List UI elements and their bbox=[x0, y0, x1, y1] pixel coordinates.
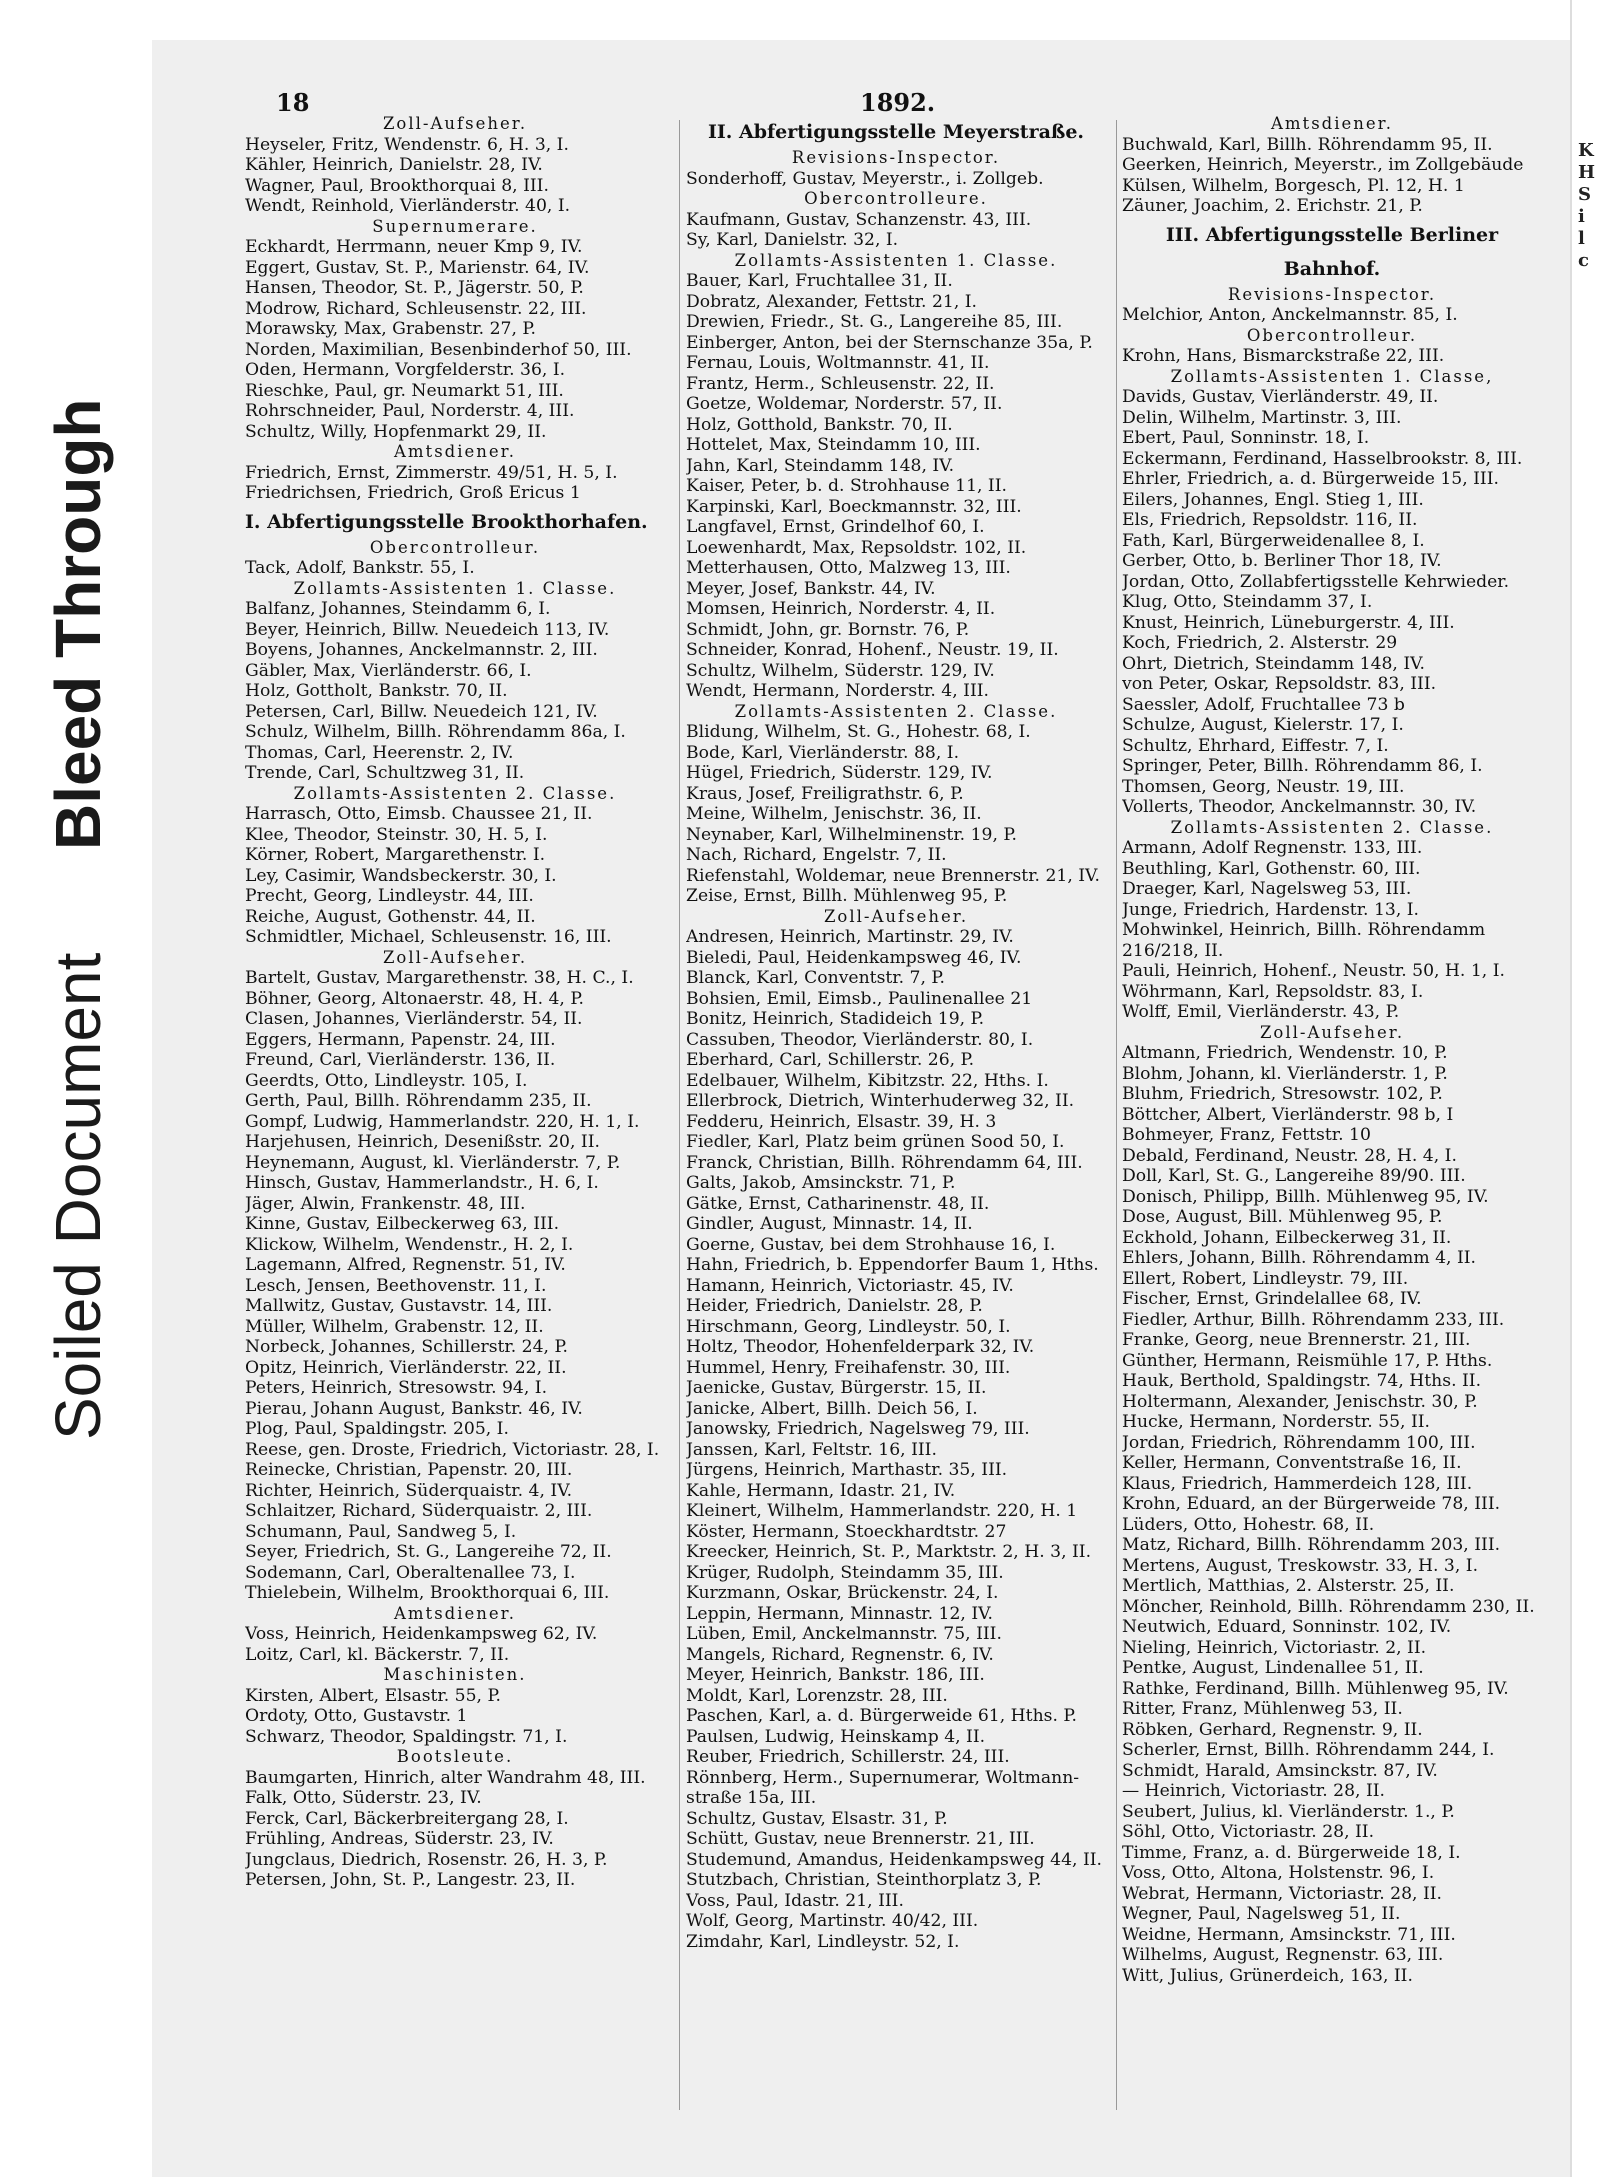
directory-entry: Lagemann, Alfred, Regnenstr. 51, IV. bbox=[245, 1255, 566, 1275]
directory-entry: Ebert, Paul, Sonninstr. 18, I. bbox=[1122, 428, 1370, 448]
directory-entry: Fedderu, Heinrich, Elsastr. 39, H. 3 bbox=[686, 1111, 997, 1132]
column-3 bbox=[1122, 114, 1542, 2134]
directory-entry: Jäger, Alwin, Frankenstr. 48, III. bbox=[245, 1193, 526, 1214]
directory-entry: Franke, Georg, neue Brennerstr. 21, III. bbox=[1122, 1330, 1471, 1350]
directory-entry: Zimdahr, Karl, Lindleystr. 52, I. bbox=[686, 1931, 960, 1952]
directory-entry: Krohn, Hans, Bismarckstraße 22, III. bbox=[1122, 346, 1445, 366]
directory-entry: Delin, Wilhelm, Martinstr. 3, III. bbox=[1122, 407, 1402, 428]
directory-entry: Klug, Otto, Steindamm 37, I. bbox=[1122, 592, 1373, 612]
directory-entry: Thielebein, Wilhelm, Brookthorquai 6, III. bbox=[245, 1583, 610, 1603]
directory-entry: Jordan, Friedrich, Röhrendamm 100, III. bbox=[1122, 1432, 1476, 1453]
directory-entry: Karpinski, Karl, Boeckmannstr. 32, III. bbox=[686, 496, 1022, 517]
directory-entry: Böhner, Georg, Altonaerstr. 48, H. 4, P. bbox=[245, 988, 584, 1009]
directory-entry: Drewien, Friedr., St. G., Langereihe 85, III. bbox=[686, 312, 1063, 332]
directory-entry: Petersen, Carl, Billw. Neuedeich 121, IV. bbox=[245, 701, 598, 722]
directory-entry: Janssen, Karl, Feltstr. 16, III. bbox=[686, 1439, 937, 1460]
section-subheading: Amtsdiener. bbox=[394, 442, 516, 461]
directory-entry: Schmidtler, Michael, Schleusenstr. 16, III. bbox=[245, 927, 612, 947]
section-subheading: Obercontrolleur. bbox=[369, 537, 541, 557]
directory-entry: Hansen, Theodor, St. P., Jägerstr. 50, P. bbox=[245, 278, 584, 298]
directory-entry: Gompf, Ludwig, Hammerlandstr. 220, H. 1, I. bbox=[245, 1111, 640, 1132]
directory-entry: Bonitz, Heinrich, Stadideich 19, P. bbox=[686, 1009, 985, 1029]
directory-entry: Schumann, Paul, Sandweg 5, I. bbox=[245, 1521, 517, 1542]
directory-entry: Hottelet, Max, Steindamm 10, III. bbox=[686, 435, 981, 455]
directory-entry: Wolf, Georg, Martinstr. 40/42, III. bbox=[686, 1911, 979, 1931]
directory-entry: Eilers, Johannes, Engl. Stieg 1, III. bbox=[1122, 489, 1424, 510]
directory-entry: Balfanz, Johannes, Steindamm 6, I. bbox=[245, 599, 551, 619]
directory-entry: Oden, Hermann, Vorgfelderstr. 36, I. bbox=[245, 360, 566, 380]
page-year: 1892. bbox=[860, 88, 936, 117]
directory-entry: Lüben, Emil, Anckelmannstr. 75, III. bbox=[686, 1624, 1002, 1644]
section-heading: II. Abfertigungsstelle Meyerstraße. bbox=[707, 121, 1085, 143]
left-margin bbox=[0, 0, 152, 2177]
section-subheading: Revisions-Inspector. bbox=[791, 148, 1001, 167]
section-subheading: Zollamts-Assistenten 1. Classe, bbox=[1170, 366, 1494, 386]
directory-entry: Köster, Hermann, Stoeckhardtstr. 27 bbox=[686, 1521, 1007, 1542]
directory-entry: Krohn, Eduard, an der Bürgerweide 78, III. bbox=[1122, 1494, 1501, 1514]
directory-entry: Wendt, Hermann, Norderstr. 4, III. bbox=[686, 681, 989, 701]
directory-entry: Schwarz, Theodor, Spaldingstr. 71, I. bbox=[245, 1726, 568, 1747]
directory-entry: Schulze, August, Kielerstr. 17, I. bbox=[1122, 715, 1404, 735]
directory-entry: Pierau, Johann August, Bankstr. 46, IV. bbox=[245, 1398, 583, 1419]
directory-entry: Kirsten, Albert, Elsastr. 55, P. bbox=[245, 1685, 502, 1706]
directory-entry: Sonderhoff, Gustav, Meyerstr., i. Zollgeb. bbox=[686, 168, 1044, 189]
directory-entry: Hauk, Berthold, Spaldingstr. 74, Hths. II. bbox=[1122, 1371, 1482, 1391]
directory-entry: Ley, Casimir, Wandsbeckerstr. 30, I. bbox=[245, 865, 557, 886]
directory-entry: Timme, Franz, a. d. Bürgerweide 18, I. bbox=[1122, 1842, 1461, 1863]
section-heading: Bahnhof. bbox=[1283, 257, 1381, 280]
directory-entry: Harrasch, Otto, Eimsb. Chaussee 21, II. bbox=[245, 804, 593, 824]
directory-entry: Loewenhardt, Max, Repsoldstr. 102, II. bbox=[686, 537, 1027, 558]
directory-entry: Ritter, Franz, Mühlenweg 53, II. bbox=[1122, 1699, 1403, 1719]
directory-entry: Holtermann, Alexander, Jenischstr. 30, P. bbox=[1122, 1391, 1478, 1412]
directory-entry: Langfavel, Ernst, Grindelhof 60, I. bbox=[686, 517, 985, 537]
directory-entry: Lüders, Otto, Hohestr. 68, II. bbox=[1122, 1514, 1375, 1535]
section-subheading: Bootsleute. bbox=[396, 1747, 514, 1766]
directory-entry: Studemund, Amandus, Heidenkampsweg 44, II. bbox=[686, 1849, 1103, 1870]
directory-entry: Gäbler, Max, Vierländerstr. 66, I. bbox=[245, 660, 532, 681]
directory-entry: Müller, Wilhelm, Grabenstr. 12, II. bbox=[245, 1316, 544, 1337]
directory-entry: Hummel, Henry, Freihafenstr. 30, III. bbox=[686, 1357, 1011, 1378]
directory-entry: Eckhold, Johann, Eilbeckerweg 31, II. bbox=[1122, 1227, 1452, 1248]
section-subheading: Zollamts-Assistenten 1. Classe. bbox=[734, 250, 1058, 270]
directory-entry: Dobratz, Alexander, Fettstr. 21, I. bbox=[686, 291, 978, 312]
directory-entry: Voss, Otto, Altona, Holstenstr. 96, I. bbox=[1122, 1863, 1435, 1883]
directory-entry: Moldt, Karl, Lorenzstr. 28, III. bbox=[686, 1685, 948, 1706]
directory-entry: Wagner, Paul, Brookthorquai 8, III. bbox=[245, 175, 549, 196]
directory-entry: Mohwinkel, Heinrich, Billh. Röhrendamm bbox=[1122, 920, 1486, 940]
directory-entry: Holtz, Theodor, Hohenfelderpark 32, IV. bbox=[686, 1337, 1035, 1357]
directory-entry: Holz, Gottholt, Bankstr. 70, II. bbox=[245, 681, 508, 701]
directory-entry: Edelbauer, Wilhelm, Kibitzstr. 22, Hths. I. bbox=[686, 1070, 1049, 1091]
directory-entry: Heyseler, Fritz, Wendenstr. 6, H. 3, I. bbox=[245, 134, 569, 155]
directory-entry: Schultz, Willy, Hopfenmarkt 29, II. bbox=[245, 421, 547, 442]
directory-entry: Frühling, Andreas, Süderstr. 23, IV. bbox=[245, 1829, 554, 1849]
section-subheading: Zoll-Aufseher. bbox=[1259, 1022, 1405, 1042]
directory-entry: Nach, Richard, Engelstr. 7, II. bbox=[686, 845, 947, 865]
section-heading: III. Abfertigungsstelle Berliner bbox=[1165, 223, 1499, 246]
directory-entry: Meyer, Josef, Bankstr. 44, IV. bbox=[686, 578, 936, 599]
directory-entry: Heider, Friedrich, Danielstr. 28, P. bbox=[686, 1296, 983, 1316]
directory-entry: Schultz, Wilhelm, Süderstr. 129, IV. bbox=[686, 660, 995, 681]
directory-entry: Mertens, August, Treskowstr. 33, H. 3, I. bbox=[1122, 1555, 1479, 1576]
directory-entry: Friedrichsen, Friedrich, Groß Ericus 1 bbox=[245, 483, 581, 503]
directory-entry: Riefenstahl, Woldemar, neue Brennerstr. 21, IV. bbox=[686, 865, 1100, 886]
directory-entry: Kaiser, Peter, b. d. Strohhause 11, II. bbox=[686, 476, 1007, 496]
directory-entry: Eggers, Hermann, Papenstr. 24, III. bbox=[245, 1029, 556, 1050]
directory-entry: Seyer, Friedrich, St. G., Langereihe 72, II. bbox=[245, 1542, 612, 1562]
directory-entry: Franck, Christian, Billh. Röhrendamm 64, III. bbox=[686, 1152, 1083, 1173]
directory-entry: Reiche, August, Gothenstr. 44, II. bbox=[245, 906, 536, 927]
directory-entry: Metterhausen, Otto, Malzweg 13, III. bbox=[686, 558, 1011, 578]
directory-entry: Ferck, Carl, Bäckerbreitergang 28, I. bbox=[245, 1808, 569, 1829]
directory-entry: Rieschke, Paul, gr. Neumarkt 51, III. bbox=[245, 380, 564, 401]
directory-entry: Keller, Hermann, Conventstraße 16, II. bbox=[1122, 1453, 1462, 1473]
directory-entry: Gerth, Paul, Billh. Röhrendamm 235, II. bbox=[245, 1091, 592, 1111]
directory-entry: Eberhard, Carl, Schillerstr. 26, P. bbox=[686, 1050, 975, 1070]
directory-entry: Reinecke, Christian, Papenstr. 20, III. bbox=[245, 1460, 573, 1480]
page-number: 18 bbox=[276, 88, 310, 117]
directory-entry: Loitz, Carl, kl. Bäckerstr. 7, II. bbox=[245, 1644, 510, 1665]
directory-entry: Tack, Adolf, Bankstr. 55, I. bbox=[245, 558, 475, 578]
directory-entry: Neutwich, Eduard, Sonninstr. 102, IV. bbox=[1122, 1617, 1452, 1637]
directory-entry: Kaufmann, Gustav, Schanzenstr. 43, III. bbox=[686, 209, 1032, 230]
directory-entry: Springer, Peter, Billh. Röhrendamm 86, I. bbox=[1122, 756, 1483, 776]
directory-entry: Kahle, Hermann, Idastr. 21, IV. bbox=[686, 1480, 956, 1501]
directory-entry: Reuber, Friedrich, Schillerstr. 24, III. bbox=[686, 1747, 1010, 1767]
directory-entry: Gerber, Otto, b. Berliner Thor 18, IV. bbox=[1122, 551, 1442, 571]
directory-entry: Melchior, Anton, Anckelmannstr. 85, I. bbox=[1122, 305, 1458, 325]
section-subheading: Zollamts-Assistenten 1. Classe. bbox=[293, 578, 617, 598]
directory-entry: Altmann, Friedrich, Wendenstr. 10, P. bbox=[1122, 1043, 1448, 1063]
directory-entry: Andresen, Heinrich, Martinstr. 29, IV. bbox=[686, 927, 1014, 947]
directory-entry: Norden, Maximilian, Besenbinderhof 50, III. bbox=[245, 339, 632, 360]
directory-entry: Davids, Gustav, Vierländerstr. 49, II. bbox=[1122, 387, 1439, 407]
directory-entry: Hahn, Friedrich, b. Eppendorfer Baum 1, Hths. bbox=[686, 1255, 1099, 1275]
directory-entry: Dose, August, Bill. Mühlenweg 95, P. bbox=[1122, 1207, 1443, 1227]
directory-entry: Goetze, Woldemar, Norderstr. 57, II. bbox=[686, 394, 1003, 414]
directory-entry: Meine, Wilhelm, Jenischstr. 36, II. bbox=[686, 804, 982, 824]
directory-entry: Rathke, Ferdinand, Billh. Mühlenweg 95, IV. bbox=[1122, 1678, 1509, 1699]
directory-entry: Morawsky, Max, Grabenstr. 27, P. bbox=[245, 319, 536, 339]
directory-entry: Beyer, Heinrich, Billw. Neuedeich 113, IV. bbox=[245, 619, 610, 640]
section-heading: I. Abfertigungsstelle Brookthorhafen. bbox=[245, 510, 648, 533]
directory-entry: Armann, Adolf Regnenstr. 133, III. bbox=[1122, 838, 1423, 858]
directory-entry: Nieling, Heinrich, Victoriastr. 2, II. bbox=[1122, 1637, 1427, 1658]
directory-entry: Pauli, Heinrich, Hohenf., Neustr. 50, H. 1, I. bbox=[1122, 961, 1505, 981]
directory-entry: Saessler, Adolf, Fruchtallee 73 b bbox=[1122, 694, 1405, 715]
directory-entry: Doll, Karl, St. G., Langereihe 89/90. III. bbox=[1122, 1166, 1466, 1186]
adjacent-page-glyph: l bbox=[1578, 228, 1585, 249]
stamp-line-1: Soiled Document bbox=[42, 952, 114, 1440]
directory-entry: Söhl, Otto, Victoriastr. 28, II. bbox=[1122, 1822, 1375, 1842]
directory-entry: Schulz, Wilhelm, Billh. Röhrendamm 86a, I. bbox=[245, 722, 626, 742]
directory-entry: Ohrt, Dietrich, Steindamm 148, IV. bbox=[1122, 653, 1426, 674]
directory-entry: Bohmeyer, Franz, Fettstr. 10 bbox=[1122, 1125, 1371, 1145]
directory-entry: Eckhardt, Herrmann, neuer Kmp 9, IV. bbox=[245, 237, 583, 257]
section-subheading: Maschinisten. bbox=[383, 1665, 527, 1684]
directory-entry: Reese, gen. Droste, Friedrich, Victoriastr. 28, I. bbox=[245, 1439, 660, 1460]
directory-entry: Mangels, Richard, Regnenstr. 6, IV. bbox=[686, 1644, 994, 1665]
directory-entry: Jaenicke, Gustav, Bürgerstr. 15, II. bbox=[686, 1378, 987, 1398]
directory-entry: Freund, Carl, Vierländerstr. 136, II. bbox=[245, 1050, 556, 1070]
directory-entry: Wegner, Paul, Nagelsweg 51, II. bbox=[1122, 1904, 1401, 1924]
directory-entry: Sy, Karl, Danielstr. 32, I. bbox=[686, 230, 899, 250]
directory-entry: Seubert, Julius, kl. Vierländerstr. 1., P. bbox=[1122, 1801, 1455, 1822]
directory-entry: Eggert, Gustav, St. P., Marienstr. 64, IV. bbox=[245, 257, 590, 278]
directory-entry: Paschen, Karl, a. d. Bürgerweide 61, Hths. P. bbox=[686, 1706, 1077, 1726]
directory-entry: straße 15a, III. bbox=[686, 1788, 817, 1808]
directory-entry: Plog, Paul, Spaldingstr. 205, I. bbox=[245, 1419, 509, 1439]
directory-entry: Lesch, Jensen, Beethovenstr. 11, I. bbox=[245, 1275, 547, 1296]
section-subheading: Amtsdiener. bbox=[1271, 114, 1393, 133]
directory-entry: Wöhrmann, Karl, Repsoldstr. 83, I. bbox=[1122, 981, 1424, 1002]
directory-entry: Neynaber, Karl, Wilhelminenstr. 19, P. bbox=[686, 824, 1017, 845]
directory-entry: Hirschmann, Georg, Lindleystr. 50, I. bbox=[686, 1316, 1011, 1337]
directory-entry: Kreecker, Heinrich, St. P., Marktstr. 2, H. 3, II. bbox=[686, 1542, 1092, 1562]
directory-entry: Witt, Julius, Grünerdeich, 163, II. bbox=[1122, 1965, 1413, 1986]
directory-entry: Wolff, Emil, Vierländerstr. 43, P. bbox=[1122, 1002, 1400, 1022]
directory-entry: Ehrler, Friedrich, a. d. Bürgerweide 15, III. bbox=[1122, 469, 1499, 489]
directory-entry: Wilhelms, August, Regnenstr. 63, III. bbox=[1122, 1945, 1444, 1965]
directory-entry: Frantz, Herm., Schleusenstr. 22, II. bbox=[686, 373, 995, 394]
directory-entry: Cassuben, Theodor, Vierländerstr. 80, I. bbox=[686, 1029, 1034, 1050]
directory-entry: Thomsen, Georg, Neustr. 19, III. bbox=[1122, 776, 1405, 797]
directory-entry: Blohm, Johann, kl. Vierländerstr. 1, P. bbox=[1122, 1063, 1448, 1084]
directory-entry: Jahn, Karl, Steindamm 148, IV. bbox=[686, 455, 955, 476]
directory-entry: Eckermann, Ferdinand, Hasselbrookstr. 8, III. bbox=[1122, 448, 1523, 469]
directory-entry: Fiedler, Karl, Platz beim grünen Sood 50, I. bbox=[686, 1132, 1065, 1152]
directory-entry: Schütt, Gustav, neue Brennerstr. 21, III. bbox=[686, 1829, 1035, 1849]
directory-entry: Falk, Otto, Süderstr. 23, IV. bbox=[245, 1788, 482, 1808]
directory-entry: Janicke, Albert, Billh. Deich 56, I. bbox=[686, 1398, 978, 1419]
directory-entry: Holz, Gotthold, Bankstr. 70, II. bbox=[686, 414, 953, 435]
section-subheading: Obercontrolleur. bbox=[1246, 325, 1418, 345]
directory-entry: Einberger, Anton, bei der Sternschanze 35a, P. bbox=[686, 332, 1093, 353]
section-subheading: Zoll-Aufseher. bbox=[823, 906, 969, 926]
directory-entry: Kurzmann, Oskar, Brückenstr. 24, I. bbox=[686, 1583, 999, 1603]
adjacent-page-glyph: c bbox=[1578, 250, 1589, 271]
directory-entry: Scherler, Ernst, Billh. Röhrendamm 244, I. bbox=[1122, 1740, 1495, 1760]
directory-entry: Gindler, August, Minnastr. 14, II. bbox=[686, 1214, 973, 1234]
directory-entry: Schmidt, John, gr. Bornstr. 76, P. bbox=[686, 619, 970, 640]
directory-entry: Klee, Theodor, Steinstr. 30, H. 5, I. bbox=[245, 824, 548, 845]
directory-entry: Günther, Hermann, Reismühle 17, P. Hths. bbox=[1122, 1350, 1493, 1371]
directory-entry: Voss, Paul, Idastr. 21, III. bbox=[686, 1890, 904, 1911]
directory-entry: Hinsch, Gustav, Hammerlandstr., H. 6, I. bbox=[245, 1173, 599, 1193]
section-subheading: Revisions-Inspector. bbox=[1227, 284, 1437, 304]
directory-entry: Fischer, Ernst, Grindelallee 68, IV. bbox=[1122, 1289, 1422, 1309]
directory-entry: Meyer, Heinrich, Bankstr. 186, III. bbox=[686, 1665, 985, 1685]
directory-entry: Thomas, Carl, Heerenstr. 2, IV. bbox=[245, 742, 514, 763]
directory-entry: Ellert, Robert, Lindleystr. 79, III. bbox=[1122, 1268, 1409, 1289]
section-subheading: Zoll-Aufseher. bbox=[382, 947, 528, 967]
section-subheading: Zollamts-Assistenten 2. Classe. bbox=[1170, 817, 1494, 837]
directory-entry: Leppin, Hermann, Minnastr. 12, IV. bbox=[686, 1603, 993, 1624]
directory-entry: Peters, Heinrich, Stresowstr. 94, I. bbox=[245, 1378, 548, 1398]
directory-entry: Geerken, Heinrich, Meyerstr., im Zollgebäude bbox=[1122, 155, 1524, 175]
directory-entry: Opitz, Heinrich, Vierländerstr. 22, II. bbox=[245, 1357, 567, 1378]
directory-entry: Harjehusen, Heinrich, Desenißstr. 20, II. bbox=[245, 1132, 600, 1152]
directory-entry: Fernau, Louis, Woltmannstr. 41, II. bbox=[686, 353, 990, 373]
section-subheading: Obercontrolleure. bbox=[804, 189, 988, 208]
directory-entry: Donisch, Philipp, Billh. Mühlenweg 95, IV. bbox=[1122, 1186, 1489, 1207]
directory-entry: Vollerts, Theodor, Anckelmannstr. 30, IV. bbox=[1122, 797, 1477, 817]
column-divider-2 bbox=[1116, 120, 1117, 2110]
directory-entry: Gätke, Ernst, Catharinenstr. 48, II. bbox=[686, 1193, 990, 1214]
directory-entry: Hucke, Hermann, Norderstr. 55, II. bbox=[1122, 1412, 1430, 1432]
directory-entry: Buchwald, Karl, Billh. Röhrendamm 95, II. bbox=[1122, 134, 1493, 155]
directory-entry: Hamann, Heinrich, Victoriastr. 45, IV. bbox=[686, 1275, 1014, 1296]
directory-entry: Bluhm, Friedrich, Stresowstr. 102, P. bbox=[1122, 1084, 1443, 1104]
directory-entry: Weidne, Hermann, Amsinckstr. 71, III. bbox=[1122, 1924, 1456, 1945]
directory-entry: Junge, Friedrich, Hardenstr. 13, I. bbox=[1122, 899, 1420, 920]
directory-entry: Schultz, Gustav, Elsastr. 31, P. bbox=[686, 1808, 948, 1829]
directory-entry: Richter, Heinrich, Süderquaistr. 4, IV. bbox=[245, 1480, 573, 1501]
directory-entry: Rohrschneider, Paul, Norderstr. 4, III. bbox=[245, 401, 575, 421]
right-page-edge bbox=[1570, 0, 1600, 2177]
directory-entry: Norbeck, Johannes, Schillerstr. 24, P. bbox=[245, 1337, 569, 1357]
directory-entry: Böttcher, Albert, Vierländerstr. 98 b, I bbox=[1122, 1104, 1454, 1125]
directory-entry: Wendt, Reinhold, Vierländerstr. 40, I. bbox=[245, 196, 571, 216]
directory-entry: 216/218, II. bbox=[1122, 940, 1224, 961]
directory-entry: Galts, Jakob, Amsinckstr. 71, P. bbox=[686, 1173, 956, 1193]
directory-entry: Els, Friedrich, Repsoldstr. 116, II. bbox=[1122, 510, 1418, 530]
directory-entry: Friedrich, Ernst, Zimmerstr. 49/51, H. 5, I. bbox=[245, 462, 618, 483]
directory-entry: Koch, Friedrich, 2. Alsterstr. 29 bbox=[1122, 633, 1398, 653]
directory-entry: Ehlers, Johann, Billh. Röhrendamm 4, II. bbox=[1122, 1248, 1477, 1268]
stamp-line-2: Bleed Through bbox=[42, 398, 114, 850]
directory-entry: Voss, Heinrich, Heidenkampsweg 62, IV. bbox=[245, 1624, 598, 1644]
directory-entry: Zeise, Ernst, Billh. Mühlenweg 95, P. bbox=[686, 886, 1008, 906]
section-subheading: Supernumerare. bbox=[372, 216, 538, 236]
directory-entry: Bieledi, Paul, Heidenkampsweg 46, IV. bbox=[686, 947, 1022, 968]
adjacent-page-glyph: H bbox=[1578, 162, 1596, 183]
directory-entry: Precht, Georg, Lindleystr. 44, III. bbox=[245, 886, 534, 906]
directory-entry: Schneider, Konrad, Hohenf., Neustr. 19, II. bbox=[686, 640, 1059, 660]
directory-entry: Schultz, Ehrhard, Eiffestr. 7, I. bbox=[1122, 735, 1389, 756]
directory-entry: — Heinrich, Victoriastr. 28, II. bbox=[1122, 1781, 1385, 1801]
directory-entry: Röbken, Gerhard, Regnenstr. 9, II. bbox=[1122, 1719, 1423, 1740]
directory-entry: Kinne, Gustav, Eilbeckerweg 63, III. bbox=[245, 1214, 560, 1234]
directory-entry: Zäuner, Joachim, 2. Erichstr. 21, P. bbox=[1122, 196, 1423, 216]
directory-entry: Webrat, Hermann, Victoriastr. 28, II. bbox=[1122, 1883, 1442, 1904]
directory-entry: Momsen, Heinrich, Norderstr. 4, II. bbox=[686, 599, 996, 619]
directory-entry: Mallwitz, Gustav, Gustavstr. 14, III. bbox=[245, 1296, 553, 1316]
directory-entry: Blanck, Karl, Conventstr. 7, P. bbox=[686, 968, 945, 988]
directory-entry: Stutzbach, Christian, Steinthorplatz 3, P. bbox=[686, 1870, 1042, 1890]
directory-entry: Geerdts, Otto, Lindleystr. 105, I. bbox=[245, 1070, 528, 1091]
directory-entry: Jungclaus, Diedrich, Rosenstr. 26, H. 3, P. bbox=[245, 1849, 608, 1870]
directory-entry: Beuthling, Karl, Gothenstr. 60, III. bbox=[1122, 858, 1421, 879]
directory-entry: Fiedler, Arthur, Billh. Röhrendamm 233, III. bbox=[1122, 1309, 1505, 1330]
directory-entry: Möncher, Reinhold, Billh. Röhrendamm 230, II. bbox=[1122, 1596, 1535, 1617]
directory-entry: Petersen, John, St. P., Langestr. 23, II. bbox=[245, 1870, 576, 1890]
directory-entry: Blidung, Wilhelm, St. G., Hohestr. 68, I. bbox=[686, 722, 1031, 742]
directory-entry: Heynemann, August, kl. Vierländerstr. 7, P. bbox=[245, 1152, 621, 1173]
adjacent-page-glyph: S bbox=[1578, 184, 1591, 205]
directory-entry: Modrow, Richard, Schleusenstr. 22, III. bbox=[245, 298, 587, 319]
directory-entry: Jordan, Otto, Zollabfertigsstelle Kehrwieder. bbox=[1122, 571, 1510, 592]
directory-entry: Bauer, Karl, Fruchtallee 31, II. bbox=[686, 271, 953, 291]
directory-entry: Kraus, Josef, Freiligrathstr. 6, P. bbox=[686, 783, 964, 804]
directory-entry: Külsen, Wilhelm, Borgesch, Pl. 12, H. 1 bbox=[1122, 175, 1465, 196]
section-subheading: Zoll-Aufseher. bbox=[382, 114, 528, 133]
directory-entry: Bartelt, Gustav, Margarethenstr. 38, H. C., I. bbox=[245, 968, 634, 988]
directory-entry: Sodemann, Carl, Oberaltenallee 73, I. bbox=[245, 1562, 576, 1583]
directory-entry: Bode, Karl, Vierländerstr. 88, I. bbox=[686, 742, 960, 763]
section-subheading: Zollamts-Assistenten 2. Classe. bbox=[734, 701, 1058, 721]
directory-entry: Boyens, Johannes, Anckelmannstr. 2, III. bbox=[245, 640, 598, 660]
directory-entry: Draeger, Karl, Nagelsweg 53, III. bbox=[1122, 879, 1412, 899]
directory-entry: Pentke, August, Lindenallee 51, II. bbox=[1122, 1658, 1424, 1678]
directory-entry: Hügel, Friedrich, Süderstr. 129, IV. bbox=[686, 763, 993, 783]
directory-entry: Schlaitzer, Richard, Süderquaistr. 2, III. bbox=[245, 1501, 593, 1521]
directory-entry: Krüger, Rudolph, Steindamm 35, III. bbox=[686, 1562, 1004, 1583]
directory-entry: von Peter, Oskar, Repsoldstr. 83, III. bbox=[1122, 674, 1437, 694]
directory-entry: Trende, Carl, Schultzweg 31, II. bbox=[245, 763, 525, 783]
directory-entry: Körner, Robert, Margarethenstr. I. bbox=[245, 845, 546, 865]
section-subheading: Amtsdiener. bbox=[394, 1603, 516, 1623]
directory-entry: Mertlich, Matthias, 2. Alsterstr. 25, II. bbox=[1122, 1576, 1455, 1596]
directory-entry: Kleinert, Wilhelm, Hammerlandstr. 220, H. 1 bbox=[686, 1501, 1078, 1521]
directory-entry: Schmidt, Harald, Amsinckstr. 87, IV. bbox=[1122, 1760, 1438, 1781]
directory-entry: Janowsky, Friedrich, Nagelsweg 79, III. bbox=[686, 1419, 1030, 1439]
column-1 bbox=[245, 114, 665, 2134]
column-2 bbox=[686, 114, 1106, 2134]
adjacent-page-glyph: K bbox=[1578, 140, 1594, 161]
directory-entry: Clasen, Johannes, Vierländerstr. 54, II. bbox=[245, 1009, 583, 1029]
adjacent-page-glyph: i bbox=[1578, 206, 1585, 227]
directory-entry: Fath, Karl, Bürgerweidenallee 8, I. bbox=[1122, 530, 1425, 551]
directory-entry: Baumgarten, Hinrich, alter Wandrahm 48, III. bbox=[245, 1767, 646, 1788]
directory-entry: Bohsien, Emil, Eimsb., Paulinenallee 21 bbox=[686, 988, 1033, 1009]
directory-entry: Goerne, Gustav, bei dem Strohhause 16, I. bbox=[686, 1234, 1056, 1255]
directory-entry: Klaus, Friedrich, Hammerdeich 128, III. bbox=[1122, 1473, 1473, 1494]
directory-entry: Paulsen, Ludwig, Heinskamp 4, II. bbox=[686, 1726, 986, 1747]
directory-entry: Rönnberg, Herm., Supernumerar, Woltmann- bbox=[686, 1767, 1080, 1788]
directory-entry: Jürgens, Heinrich, Marthastr. 35, III. bbox=[686, 1460, 1008, 1480]
directory-entry: Ordoty, Otto, Gustavstr. 1 bbox=[245, 1706, 468, 1726]
section-subheading: Zollamts-Assistenten 2. Classe. bbox=[293, 783, 617, 803]
directory-entry: Knust, Heinrich, Lüneburgerstr. 4, III. bbox=[1122, 612, 1455, 633]
soiled-document-stamp bbox=[0, 0, 152, 2177]
directory-entry: Klickow, Wilhelm, Wendenstr., H. 2, I. bbox=[245, 1234, 574, 1255]
directory-entry: Debald, Ferdinand, Neustr. 28, H. 4, I. bbox=[1122, 1145, 1457, 1166]
directory-entry: Ellerbrock, Dietrich, Winterhuderweg 32, II. bbox=[686, 1091, 1075, 1111]
column-divider-1 bbox=[679, 120, 680, 2110]
directory-entry: Matz, Richard, Billh. Röhrendamm 203, III. bbox=[1122, 1535, 1501, 1555]
directory-entry: Kähler, Heinrich, Danielstr. 28, IV. bbox=[245, 155, 543, 175]
